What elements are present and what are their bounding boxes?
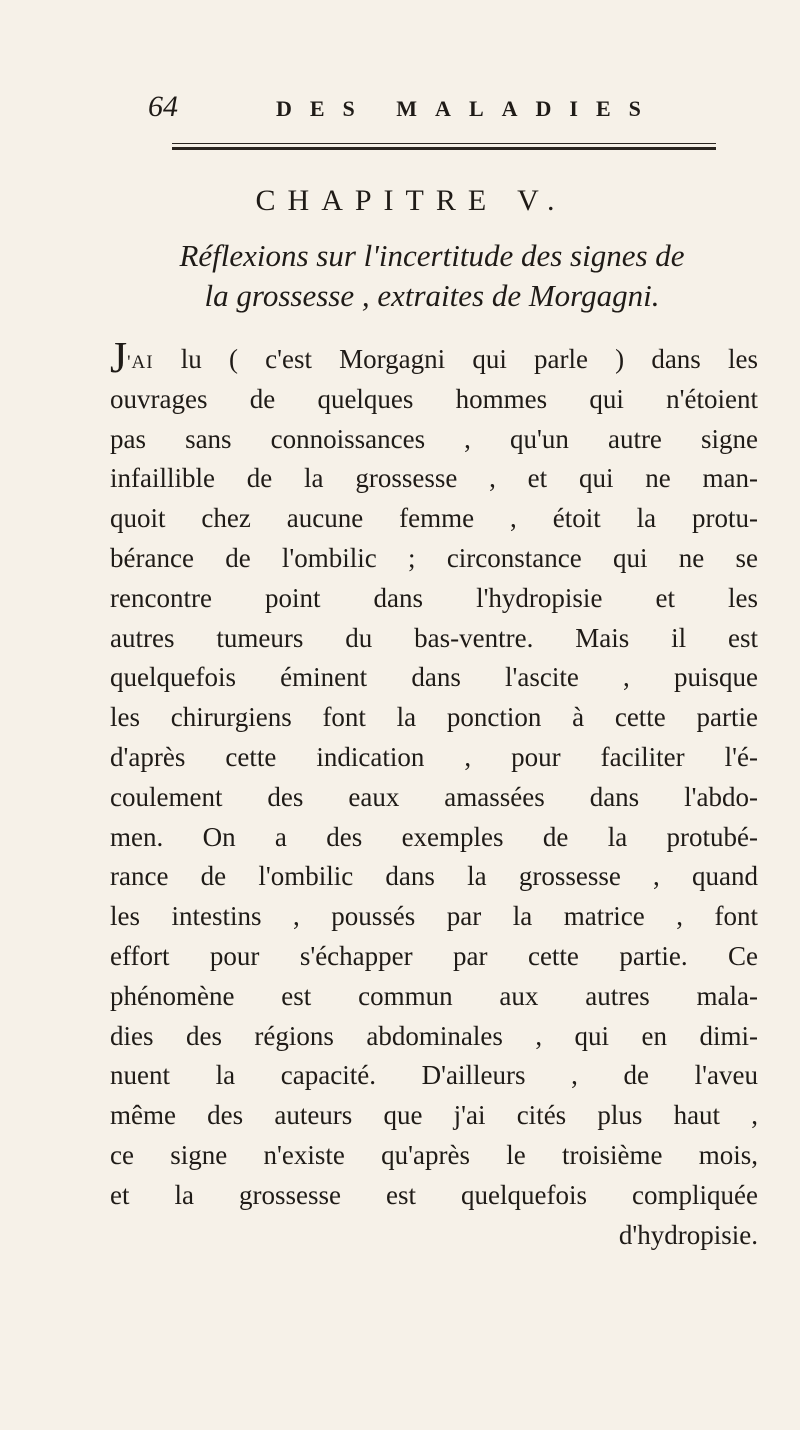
chapter-heading: CHAPITRE V. — [255, 184, 567, 217]
text-line: quelquefois éminent dans l'ascite , puisque — [110, 662, 758, 693]
text-line: nuent la capacité. D'ailleurs , de l'aveu — [110, 1060, 758, 1091]
header-rule-thin — [172, 143, 716, 144]
text-line: quoit chez aucune femme , étoit la protu- — [110, 503, 758, 534]
text-line: ce signe n'existe qu'après le troisième mois, — [110, 1139, 758, 1170]
text-line: les intestins , poussés par la matrice , font — [110, 901, 758, 932]
text-line: pas sans connoissances , qu'un autre signe — [110, 423, 758, 454]
text-line: men. On a des exemples de la protubé- — [110, 821, 758, 852]
text-line: effort pour s'échapper par cette partie. Ce — [110, 940, 758, 971]
text-line: même des auteurs que j'ai cités plus haut , — [110, 1100, 758, 1131]
text-line: coulement des eaux amassées dans l'abdo- — [110, 781, 758, 812]
running-head — [148, 90, 668, 130]
drop-cap: J — [110, 333, 128, 382]
running-title: DES MALADIES — [276, 96, 659, 121]
text-line: les chirurgiens font la ponction à cette partie — [110, 702, 758, 733]
header-rule-thick — [172, 147, 716, 150]
text-line: dies des régions abdominales , qui en dimi- — [110, 1020, 758, 1051]
text-line: autres tumeurs du bas-ventre. Mais il est — [110, 622, 758, 653]
body-text — [110, 333, 758, 1255]
text-line: infaillible de la grossesse , et qui ne man- — [110, 463, 758, 494]
text-line: ouvrages de quelques hommes qui n'étoient — [110, 383, 758, 414]
text-line: phénomène est commun aux autres mala- — [110, 980, 758, 1011]
chapter-subtitle-line-2: la grossesse , extraites de Morgagni. — [204, 278, 660, 313]
chapter-subtitle-line-1: Réflexions sur l'incertitude des signes de — [179, 238, 685, 273]
text-line: rencontre point dans l'hydropisie et les — [110, 582, 758, 613]
text-line: bérance de l'ombilic ; circonstance qui ne se — [110, 542, 758, 573]
chapter-subtitle — [112, 236, 752, 316]
page-number: 64 — [148, 90, 178, 123]
text-line-last: d'hydropisie. — [618, 1219, 758, 1250]
text-line: rance de l'ombilic dans la grossesse , quand — [110, 861, 758, 892]
text-line: et la grossesse est quelquefois compliquée — [110, 1179, 758, 1210]
text-line: d'après cette indication , pour faciliter l'é- — [110, 741, 758, 772]
text-line-first — [110, 333, 758, 382]
small-caps-word: 'AI — [127, 352, 154, 373]
first-line-text: lu ( c'est Morgagni qui parle ) dans les — [153, 344, 758, 374]
